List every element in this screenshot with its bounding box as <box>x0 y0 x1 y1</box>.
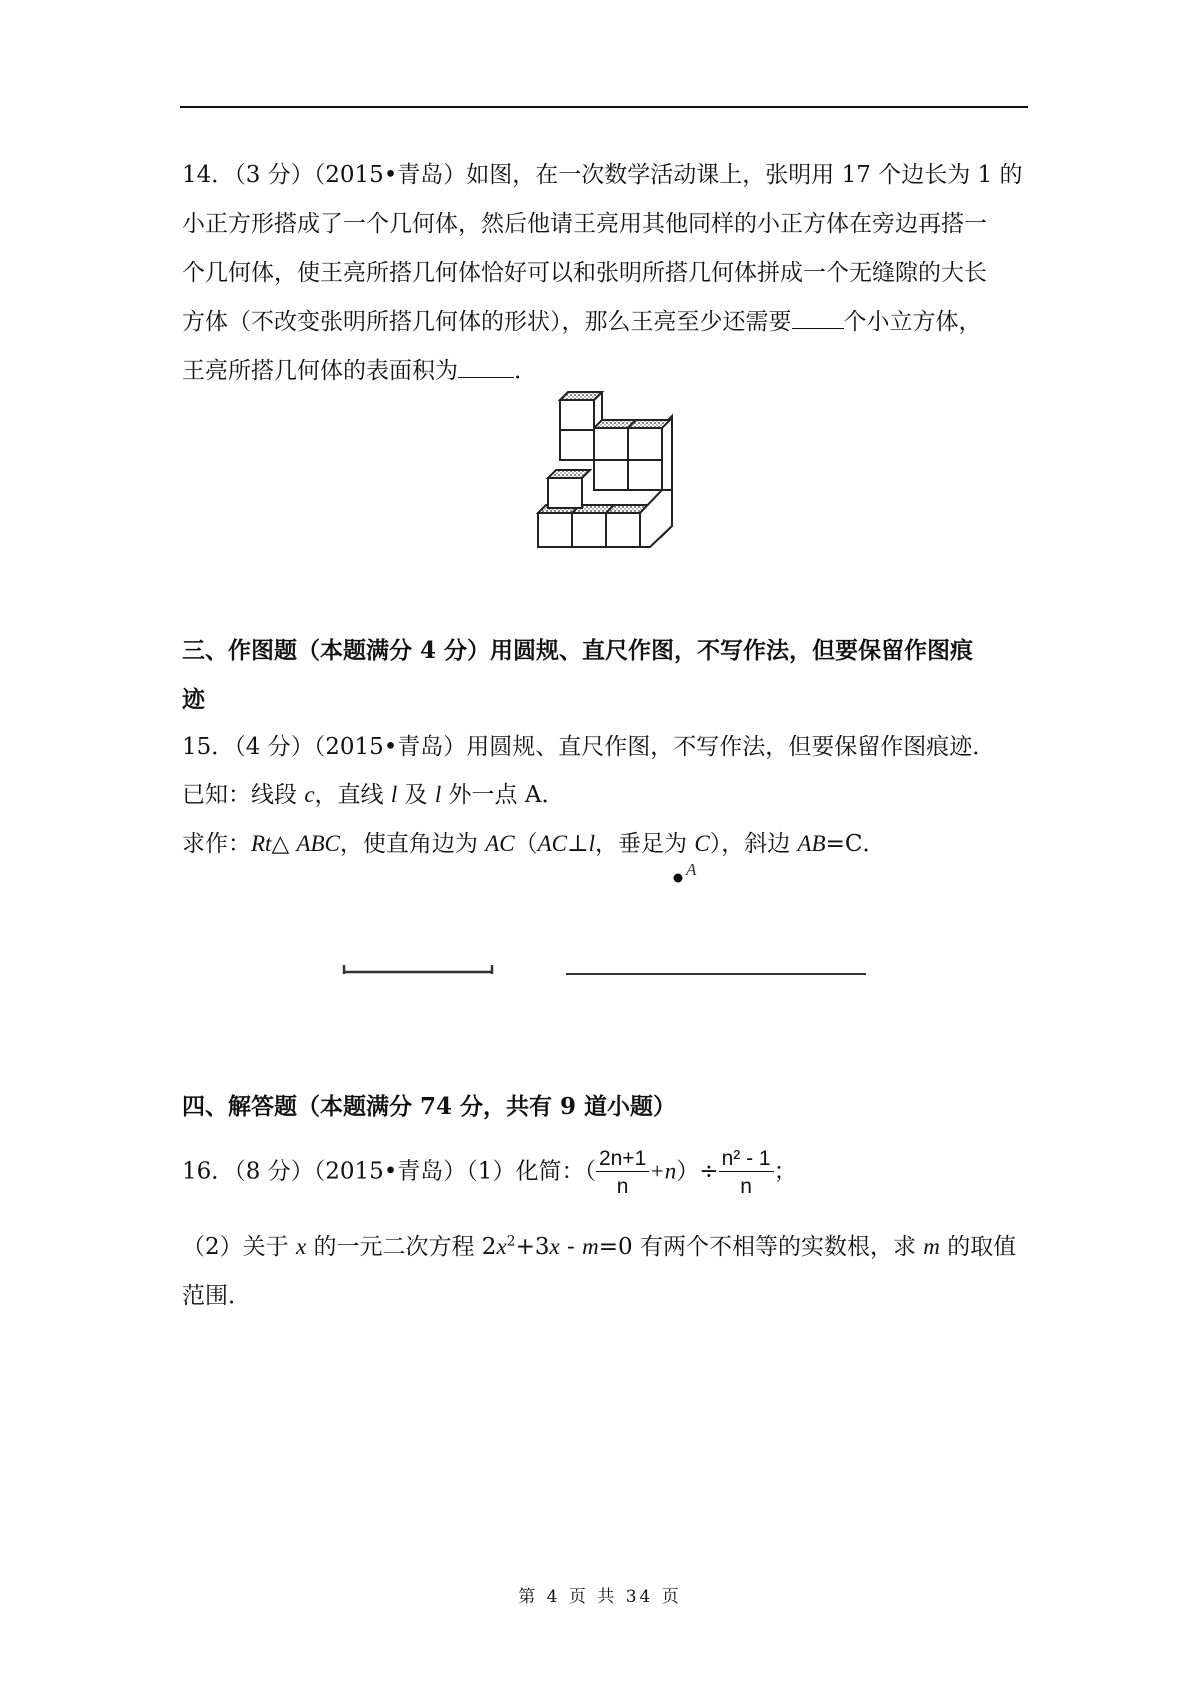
q16-line-1 <box>182 1148 797 1208</box>
q15-req-text-c: ，使直角边为 <box>339 831 486 857</box>
q15-var-l-2: l <box>434 782 442 807</box>
q16-var-m: m <box>582 1234 599 1259</box>
q16-line-2-text-b: 的一元二次方程 2 <box>306 1234 497 1260</box>
q15-required-line <box>182 825 885 858</box>
q15-var-rt: Rt <box>251 831 272 856</box>
construction-figure <box>330 858 890 988</box>
q14-line-5-text-a: 王亮所搭几何体的表面积为 <box>182 358 458 384</box>
q15-known-line <box>182 776 564 809</box>
answer-blank-2 <box>458 357 514 378</box>
q16-line-2-text-a: （2）关于 <box>182 1234 296 1260</box>
q15-var-abc: ABC <box>296 831 340 856</box>
q14-line-4 <box>182 303 982 336</box>
q15-var-c-2: C <box>694 831 710 856</box>
q15-var-c: c <box>304 782 315 807</box>
q15-req-text-a: 求作： <box>182 831 251 857</box>
segment-c <box>344 965 492 974</box>
q15-line-1: 15．（4 分）（2015•青岛）用圆规、直尺作图，不写作法，但要保留作图痕迹． <box>182 734 996 760</box>
q16-divide: ）÷ <box>676 1158 719 1185</box>
q14-line-4-text-a: 方体（不改变张明所搭几何体的形状），那么王亮至少还需要 <box>182 309 792 335</box>
q16-plus-n: +n <box>649 1158 677 1184</box>
q15-var-l: l <box>390 782 398 807</box>
point-a-dot <box>674 874 683 883</box>
section-4-title: 四、解答题（本题满分 74 分，共有 9 道小题） <box>182 1093 677 1120</box>
q15-var-ab: AB <box>797 831 826 856</box>
q15-req-text-e: ⊥ <box>567 831 589 857</box>
q15-known-text-c: 及 <box>397 782 435 808</box>
fraction-n-squared-minus-1-over-n <box>719 1148 774 1197</box>
q16-line-2-text-d: - <box>559 1234 583 1260</box>
fraction-1-numerator: 2n+1 <box>596 1148 649 1172</box>
fraction-2-denominator: n <box>740 1175 752 1198</box>
q16-line-2-text-c: +3 <box>515 1234 550 1260</box>
q14-line-3: 个几何体，使王亮所搭几何体恰好可以和张明所搭几何体拼成一个无缝隙的大长 <box>182 260 987 286</box>
header-rule <box>180 106 1028 108</box>
q16-var-x-2: x <box>496 1234 507 1259</box>
q15-known-text-d: 外一点 A． <box>441 782 565 808</box>
point-a-label: A <box>686 860 697 879</box>
q14-line-2: 小正方形搭成了一个几何体，然后他请王亮用其他同样的小正方体在旁边再搭一 <box>182 211 987 237</box>
q16-line-3: 范围． <box>182 1283 251 1309</box>
q15-req-text-d: （ <box>514 831 538 857</box>
q16-line-2-text-f: 的取值 <box>939 1234 1017 1260</box>
q16-text-a: 16．（8 分）（2015•青岛）（1）化简：（ <box>182 1158 596 1185</box>
q16-var-m-2: m <box>923 1234 940 1259</box>
fraction-2n-plus-1-over-n <box>596 1148 649 1197</box>
q14-line-5 <box>182 352 537 385</box>
q16-line-2 <box>182 1228 1016 1261</box>
q15-var-ac-2: AC <box>537 831 567 856</box>
page-footer: 第 4 页 共 34 页 <box>518 1587 682 1607</box>
q15-known-text-a: 已知：线段 <box>182 782 305 808</box>
section-3-title-line-2: 迹 <box>182 686 205 713</box>
fraction-1-denominator: n <box>616 1175 629 1198</box>
q14-line-5-text-b: ． <box>514 358 537 384</box>
q15-known-text-b: ，直线 <box>314 782 391 808</box>
q16-var-x: x <box>295 1234 307 1259</box>
q15-var-ac: AC <box>485 831 515 856</box>
q14-line-1: 14．（3 分）（2015•青岛）如图，在一次数学活动课上，张明用 17 个边长为 1 的 <box>182 162 1023 188</box>
q15-var-l-3: l <box>588 831 596 856</box>
q15-req-text-g: ），斜边 <box>709 831 798 857</box>
section-3-title-line-1: 三、作图题（本题满分 4 分）用圆规、直尺作图，不写作法，但要保留作图痕 <box>182 637 974 664</box>
cube-stack-figure <box>530 390 690 570</box>
q16-exponent: 2 <box>506 1233 516 1250</box>
answer-blank-1 <box>792 308 844 329</box>
q16-var-x-3: x <box>549 1234 560 1259</box>
q16-semicolon: ； <box>773 1158 797 1185</box>
q15-req-text-f: ，垂足为 <box>595 831 695 857</box>
fraction-2-numerator: n² - 1 <box>719 1148 774 1172</box>
q14-line-4-text-b: 个小立方体， <box>843 309 982 335</box>
q15-req-text-b: △ <box>271 831 297 857</box>
q15-req-text-h: =C． <box>825 831 886 857</box>
q16-line-2-text-e: =0 有两个不相等的实数根，求 <box>598 1234 924 1260</box>
